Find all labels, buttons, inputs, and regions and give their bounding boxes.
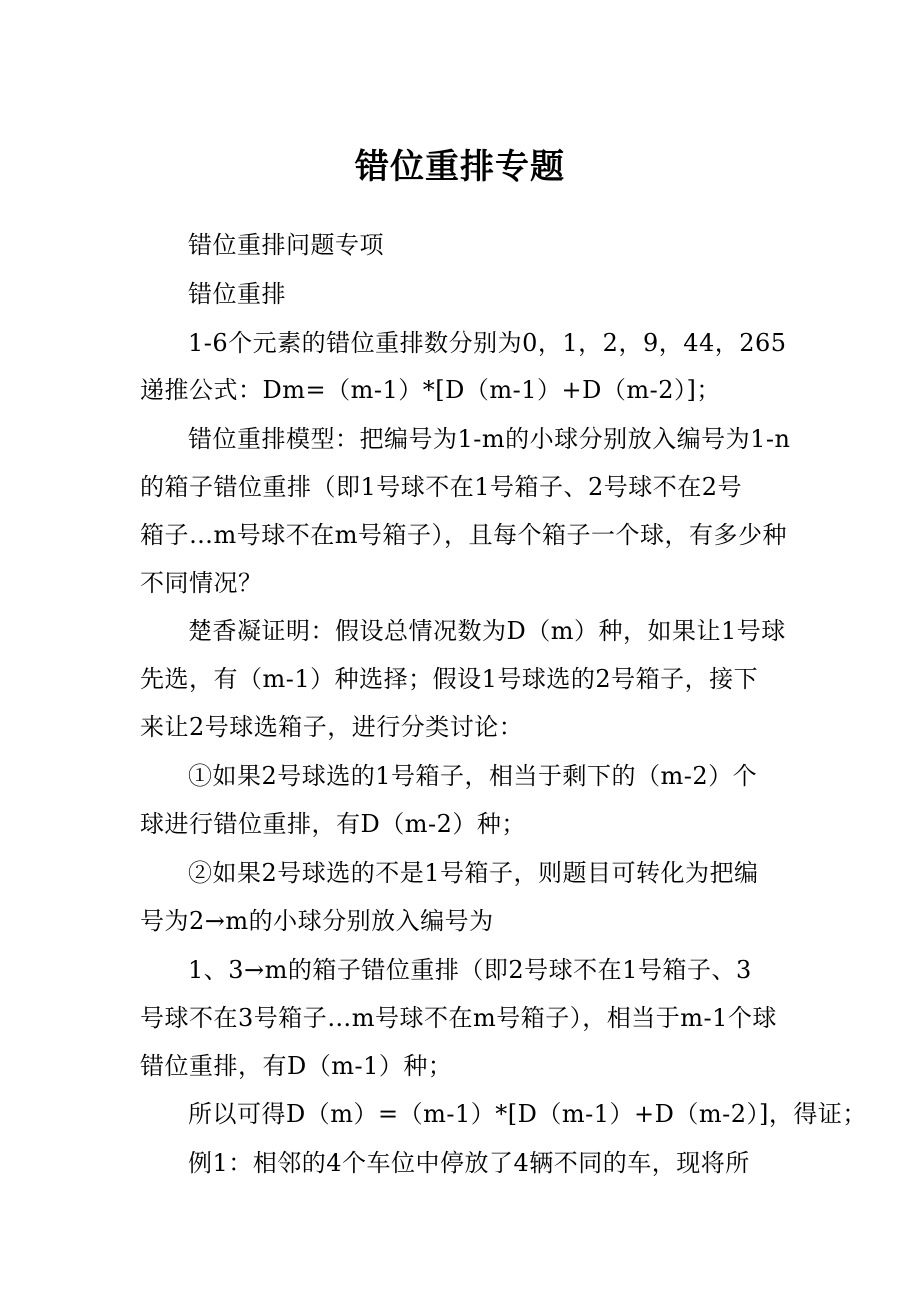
paragraph-line: 错位重排模型：把编号为1-m的小球分别放入编号为1-n xyxy=(188,425,791,453)
paragraph-line: 来让2号球选箱子，进行分类讨论： xyxy=(140,713,524,741)
paragraph-line: 所以可得D（m）=（m-1）*[D（m-1）+D（m-2）]，得证； xyxy=(188,1100,867,1128)
paragraph-line: ①如果2号球选的1号箱子，相当于剩下的（m-2）个 xyxy=(188,762,758,790)
paragraph-line: 楚香凝证明：假设总情况数为D（m）种，如果让1号球 xyxy=(188,617,786,645)
paragraph-line: 1、3→m的箱子错位重排（即2号球不在1号箱子、3 xyxy=(188,956,752,984)
section-heading: 错位重排问题专项 xyxy=(188,231,384,259)
paragraph-line: 例1：相邻的4个车位中停放了4辆不同的车，现将所 xyxy=(188,1149,750,1177)
paragraph-line: 不同情况？ xyxy=(140,569,263,597)
document-title: 错位重排专题 xyxy=(355,147,565,187)
paragraph-line: 1-6个元素的错位重排数分别为0，1，2，9，44，265 xyxy=(188,329,787,357)
paragraph-line: 箱子…m号球不在m号箱子），且每个箱子一个球，有多少种 xyxy=(140,521,788,549)
paragraph-line: 号为2→m的小球分别放入编号为 xyxy=(140,907,494,935)
paragraph-line: 递推公式：Dm=（m-1）*[D（m-1）+D（m-2）]； xyxy=(140,376,721,404)
paragraph-line: 先选，有（m-1）种选择；假设1号球选的2号箱子，接下 xyxy=(140,665,759,693)
paragraph-line: 的箱子错位重排（即1号球不在1号箱子、2号球不在2号 xyxy=(140,473,743,501)
paragraph-line: ②如果2号球选的不是1号箱子，则题目可转化为把编 xyxy=(188,859,759,887)
paragraph-line: 错位重排，有D（m-1）种； xyxy=(140,1052,453,1080)
subsection-heading: 错位重排 xyxy=(188,280,286,308)
paragraph-line: 球进行错位重排，有D（m-2）种； xyxy=(140,810,526,838)
paragraph-line: 号球不在3号箱子…m号球不在m号箱子），相当于m-1个球 xyxy=(140,1004,777,1032)
